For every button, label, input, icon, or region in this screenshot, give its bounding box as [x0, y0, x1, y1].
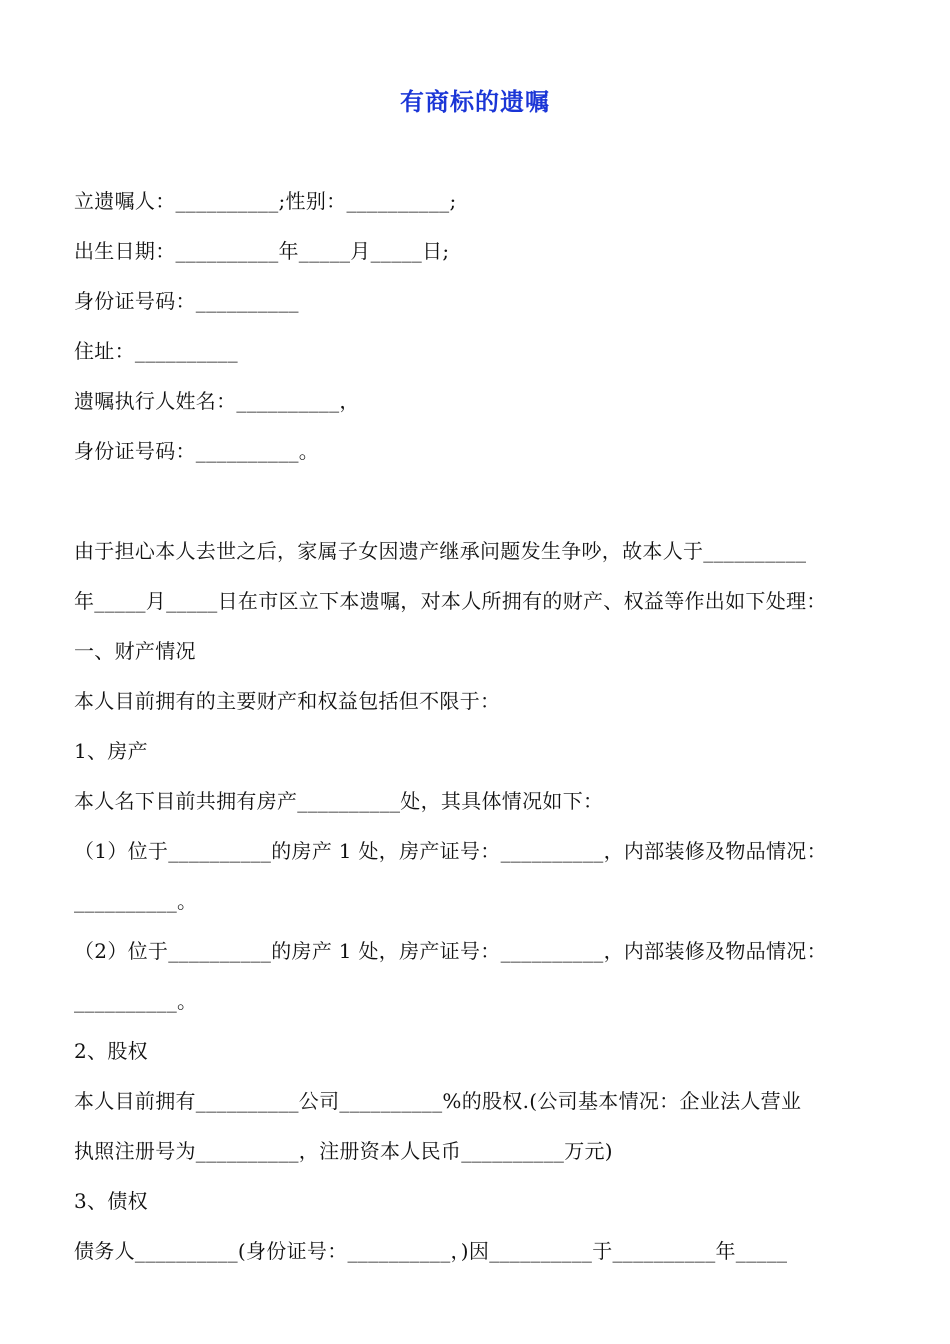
- section-heading-property: 一、财产情况: [74, 639, 196, 663]
- equity-line-2: 执照注册号为__________，注册资本人民币__________万元): [74, 1139, 613, 1163]
- subsection-heading-equity: 2、股权: [74, 1039, 148, 1063]
- equity-line-1: 本人目前拥有__________公司__________%的股权.(公司基本情况：企业法人营业: [74, 1089, 802, 1113]
- debtor-line: 债务人__________(身份证号：__________，)因__________于__________年_____: [74, 1239, 788, 1263]
- id-number-line: 身份证号码：__________: [74, 289, 299, 313]
- real-estate-item-1-line-1: （1）位于__________的房产 1 处，房产证号：__________，内部装修及物品情况：: [74, 839, 827, 863]
- intro-paragraph-line-2: 年_____月_____日在市区立下本遗嘱，对本人所拥有的财产、权益等作出如下处理：: [74, 589, 827, 613]
- birth-date-line: 出生日期：__________年_____月_____日;: [74, 239, 450, 263]
- subsection-heading-real-estate: 1、房产: [74, 739, 148, 763]
- real-estate-item-2-line-1: （2）位于__________的房产 1 处，房产证号：__________，内部装修及物品情况：: [74, 939, 827, 963]
- real-estate-count-line: 本人名下目前共拥有房产__________处，其具体情况如下：: [74, 789, 604, 813]
- real-estate-item-1-line-2: __________。: [74, 889, 198, 913]
- real-estate-item-2-line-2: __________。: [74, 989, 198, 1013]
- executor-id-line: 身份证号码：__________。: [74, 439, 320, 463]
- property-intro-line: 本人目前拥有的主要财产和权益包括但不限于：: [74, 689, 501, 713]
- executor-name-line: 遗嘱执行人姓名：__________，: [74, 389, 360, 413]
- intro-paragraph-line-1: 由于担心本人去世之后，家属子女因遗产继承问题发生争吵，故本人于__________: [74, 539, 807, 563]
- subsection-heading-creditor-rights: 3、债权: [74, 1189, 148, 1213]
- address-line: 住址：__________: [74, 339, 238, 363]
- testator-name-gender-line: 立遗嘱人：__________;性别：__________;: [74, 189, 457, 213]
- document-title: 有商标的遗嘱: [400, 88, 550, 116]
